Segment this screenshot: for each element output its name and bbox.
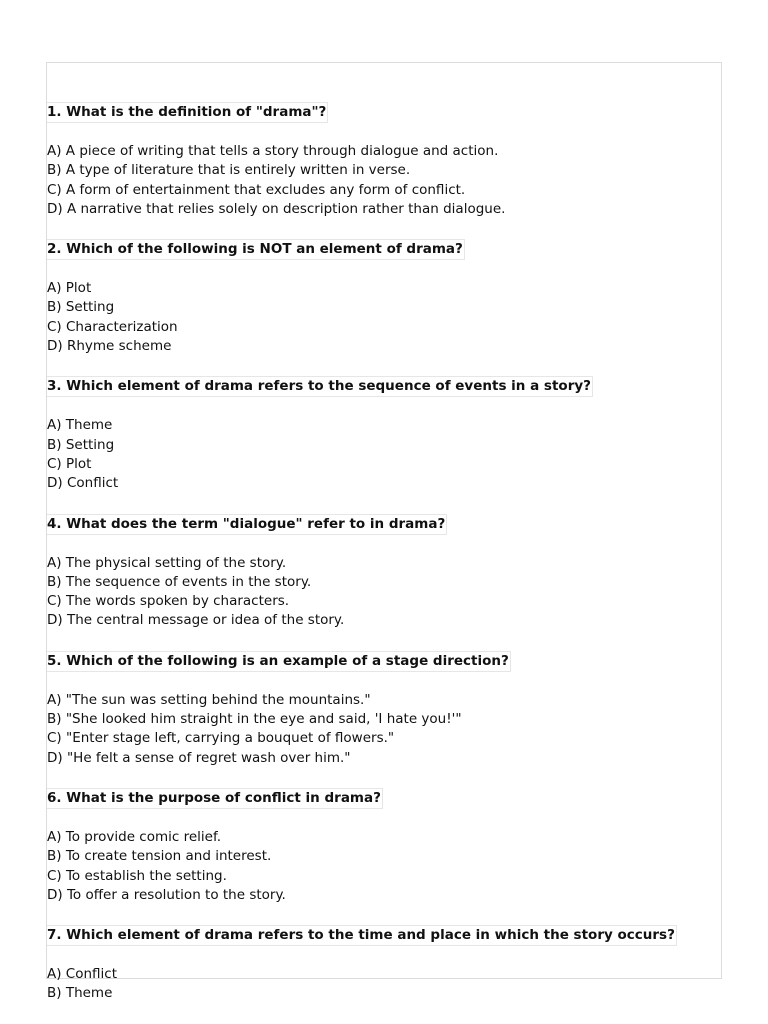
question-3: [47, 375, 723, 493]
question-title: 1. What is the definition of "drama"?: [47, 102, 328, 123]
answer-option: D) A narrative that relies solely on description rather than dialogue.: [47, 200, 506, 217]
answer-option: D) Rhyme scheme: [47, 338, 172, 355]
question-1: [47, 101, 723, 219]
question-title: 3. Which element of drama refers to the sequence of events in a story?: [47, 376, 593, 397]
answer-option: C) Characterization: [47, 318, 178, 335]
question-title: 7. Which element of drama refers to the time and place in which the story occurs?: [47, 925, 677, 946]
answer-option: B) Setting: [47, 299, 115, 316]
answer-option: A) Theme: [47, 417, 113, 434]
answer-option: A) Conflict: [47, 966, 118, 983]
question-list: [47, 101, 723, 1023]
question-7: [47, 924, 723, 1004]
answer-option: A) "The sun was setting behind the mountains.": [47, 691, 371, 708]
answer-option: B) "She looked him straight in the eye and said, 'I hate you!'": [47, 711, 462, 728]
answer-option: D) "He felt a sense of regret wash over him.": [47, 749, 351, 766]
question-title: 6. What is the purpose of conflict in drama?: [47, 788, 383, 809]
answer-option: C) A form of entertainment that excludes any form of conflict.: [47, 181, 466, 198]
document-page: [46, 62, 722, 1002]
answer-option: C) To establish the setting.: [47, 867, 227, 884]
answer-option: B) The sequence of events in the story.: [47, 573, 312, 590]
answer-option: A) A piece of writing that tells a story through dialogue and action.: [47, 143, 499, 159]
answer-option: B) Theme: [47, 985, 113, 1002]
question-title: 5. Which of the following is an example of a stage direction?: [47, 651, 511, 672]
answer-option: B) To create tension and interest.: [47, 848, 272, 865]
answer-option: C) The words spoken by characters.: [47, 593, 290, 610]
answer-option: C) Plot: [47, 455, 92, 472]
answer-option: D) Conflict: [47, 475, 119, 492]
question-2: [47, 238, 723, 356]
answer-option: D) To offer a resolution to the story.: [47, 886, 286, 903]
answer-option: D) The central message or idea of the story.: [47, 612, 345, 629]
question-title: 4. What does the term "dialogue" refer to in drama?: [47, 514, 447, 535]
answer-option: A) The physical setting of the story.: [47, 554, 287, 571]
answer-option: A) Plot: [47, 280, 92, 297]
question-5: [47, 650, 723, 768]
answer-option: B) A type of literature that is entirely written in verse.: [47, 162, 411, 179]
question-4: [47, 513, 723, 631]
answer-option: A) To provide comic relief.: [47, 828, 222, 845]
answer-option: C) "Enter stage left, carrying a bouquet of flowers.": [47, 730, 395, 747]
question-title: 2. Which of the following is NOT an element of drama?: [47, 239, 465, 260]
answer-option: B) Setting: [47, 436, 115, 453]
question-6: [47, 787, 723, 905]
